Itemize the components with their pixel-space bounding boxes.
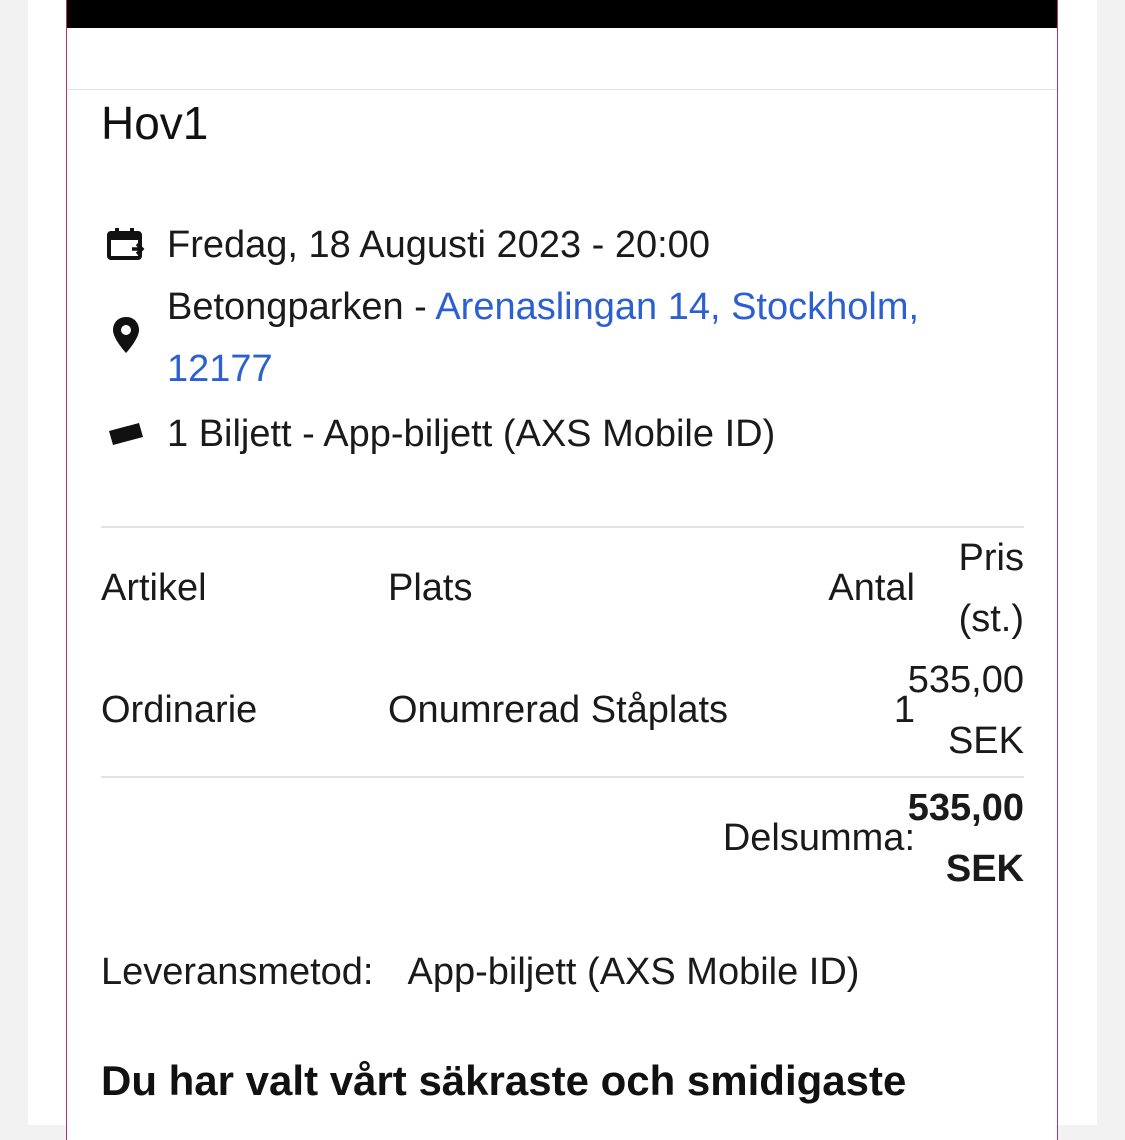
header-quantity: Antal [828, 567, 915, 609]
event-date: Fredag, 18 Augusti 2023 - 20:00 [167, 224, 710, 266]
delivery-method-value: App-biljett (AXS Mobile ID) [407, 951, 860, 993]
event-title: Hov1 [101, 97, 209, 149]
ticket-icon [101, 403, 151, 465]
row-place: Onumrerad Ståplats [388, 689, 729, 731]
delivery-method-label: Leveransmetod: [101, 951, 374, 993]
header-price-line2: (st.) [958, 598, 1024, 640]
subtotal-value-line1: 535,00 [907, 787, 1024, 829]
location-pin-icon [101, 304, 151, 366]
page-margin-right [1097, 0, 1125, 1125]
header-place: Plats [388, 567, 473, 609]
page [28, 0, 1097, 1125]
calendar-icon [101, 214, 151, 276]
divider [67, 89, 1057, 90]
row-price-line1: 535,00 [907, 659, 1024, 701]
row-article: Ordinarie [101, 689, 258, 731]
row-price-line2: SEK [947, 720, 1024, 762]
header-bar [67, 0, 1057, 28]
ticket-summary: 1 Biljett - App-biljett (AXS Mobile ID) [167, 413, 776, 455]
venue-address-link[interactable]: Arenaslingan 14, Stockholm, [435, 286, 920, 328]
row-quantity: 1 [893, 689, 915, 731]
order-card [66, 0, 1058, 1140]
page-margin-left [0, 0, 28, 1125]
venue-postcode-link[interactable]: 12177 [167, 348, 273, 390]
delivery-method-row [101, 944, 859, 1000]
subtotal-label: Delsumma: [722, 817, 915, 859]
header-article: Artikel [101, 567, 207, 609]
subtotal-value-line2: SEK [945, 848, 1024, 890]
header-price-line1: Pris [958, 537, 1024, 579]
delivery-notice-heading: Du har valt vårt säkraste och smidigaste [101, 1057, 907, 1104]
venue-name: Betongparken - [167, 286, 436, 328]
